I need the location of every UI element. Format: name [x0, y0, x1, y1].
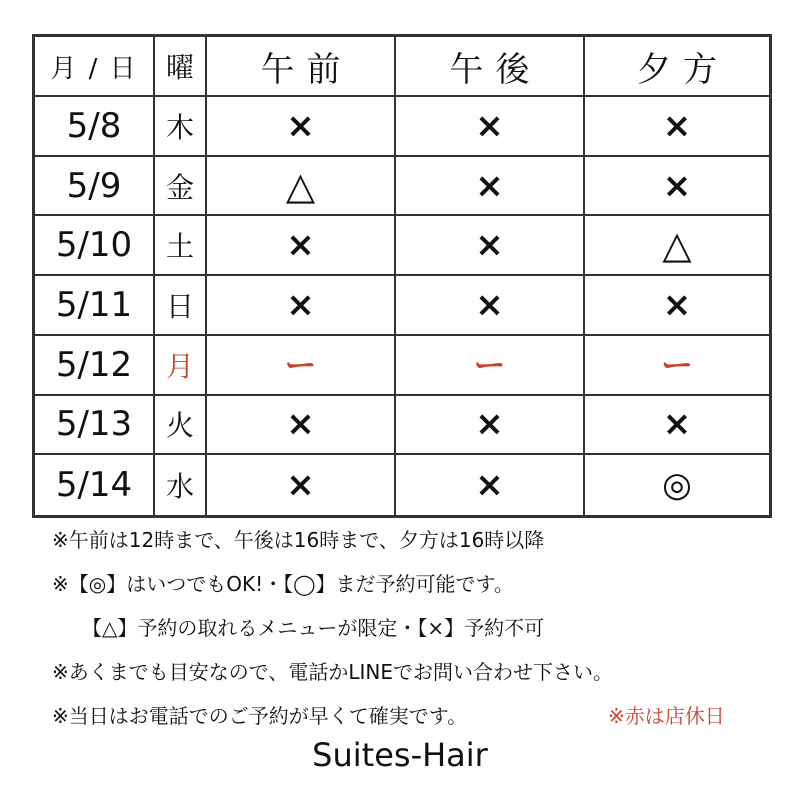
row-weekday: 土 — [155, 216, 207, 276]
row-weekday: 金 — [155, 157, 207, 217]
note-time-ranges: ※午前は12時まで、午後は16時まで、夕方は16時以降 — [52, 528, 545, 552]
row-weekday: 火 — [155, 396, 207, 456]
row-date: 5/14 — [35, 455, 155, 515]
header-weekday: 曜 — [155, 37, 207, 97]
slot-evening: ◎ — [662, 465, 692, 506]
slot-afternoon: × — [396, 216, 585, 276]
slot-afternoon-closed: ー — [396, 336, 585, 396]
note-closed-day: ※赤は店休日 — [608, 704, 725, 728]
brand-name: Suites-Hair — [312, 736, 488, 774]
row-date: 5/10 — [35, 216, 155, 276]
header-date: 月 / 日 — [35, 37, 155, 97]
slot-afternoon: × — [396, 276, 585, 336]
slot-morning: × — [207, 97, 396, 157]
slot-afternoon: × — [396, 97, 585, 157]
row-date: 5/11 — [35, 276, 155, 336]
row-weekday: 日 — [155, 276, 207, 336]
row-weekday-closed: 月 — [155, 336, 207, 396]
slot-evening-closed: ー — [585, 336, 769, 396]
slot-afternoon: × — [396, 396, 585, 456]
row-weekday: 水 — [155, 455, 207, 515]
row-date: 5/13 — [35, 396, 155, 456]
slot-afternoon: × — [396, 157, 585, 217]
row-date: 5/8 — [35, 97, 155, 157]
note-contact: ※あくまでも目安なので、電話かLINEでお問い合わせ下さい。 — [52, 660, 613, 684]
slot-morning-closed: ー — [207, 336, 396, 396]
slot-morning: × — [207, 276, 396, 336]
row-weekday: 木 — [155, 97, 207, 157]
row-date: 5/9 — [35, 157, 155, 217]
slot-evening: × — [585, 157, 769, 217]
row-date: 5/12 — [35, 336, 155, 396]
slot-evening: × — [585, 276, 769, 336]
header-morning: 午前 — [207, 37, 396, 97]
slot-morning: × — [207, 216, 396, 276]
slot-morning: × — [207, 396, 396, 456]
note-legend-2: 【△】予約の取れるメニューが限定・【×】予約不可 — [82, 616, 545, 640]
slot-morning: △ — [207, 157, 396, 217]
header-evening: 夕方 — [585, 37, 769, 97]
slot-evening: × — [585, 97, 769, 157]
note-legend-1: ※【◎】はいつでもOK!・【◯】まだ予約可能です。 — [52, 572, 514, 596]
schedule-table — [32, 34, 772, 518]
slot-morning: × — [207, 455, 396, 515]
slot-afternoon: × — [396, 455, 585, 515]
note-same-day: ※当日はお電話でのご予約が早くて確実です。 — [52, 704, 468, 728]
header-afternoon: 午後 — [396, 37, 585, 97]
slot-evening: △ — [585, 216, 769, 276]
slot-evening: × — [585, 396, 769, 456]
